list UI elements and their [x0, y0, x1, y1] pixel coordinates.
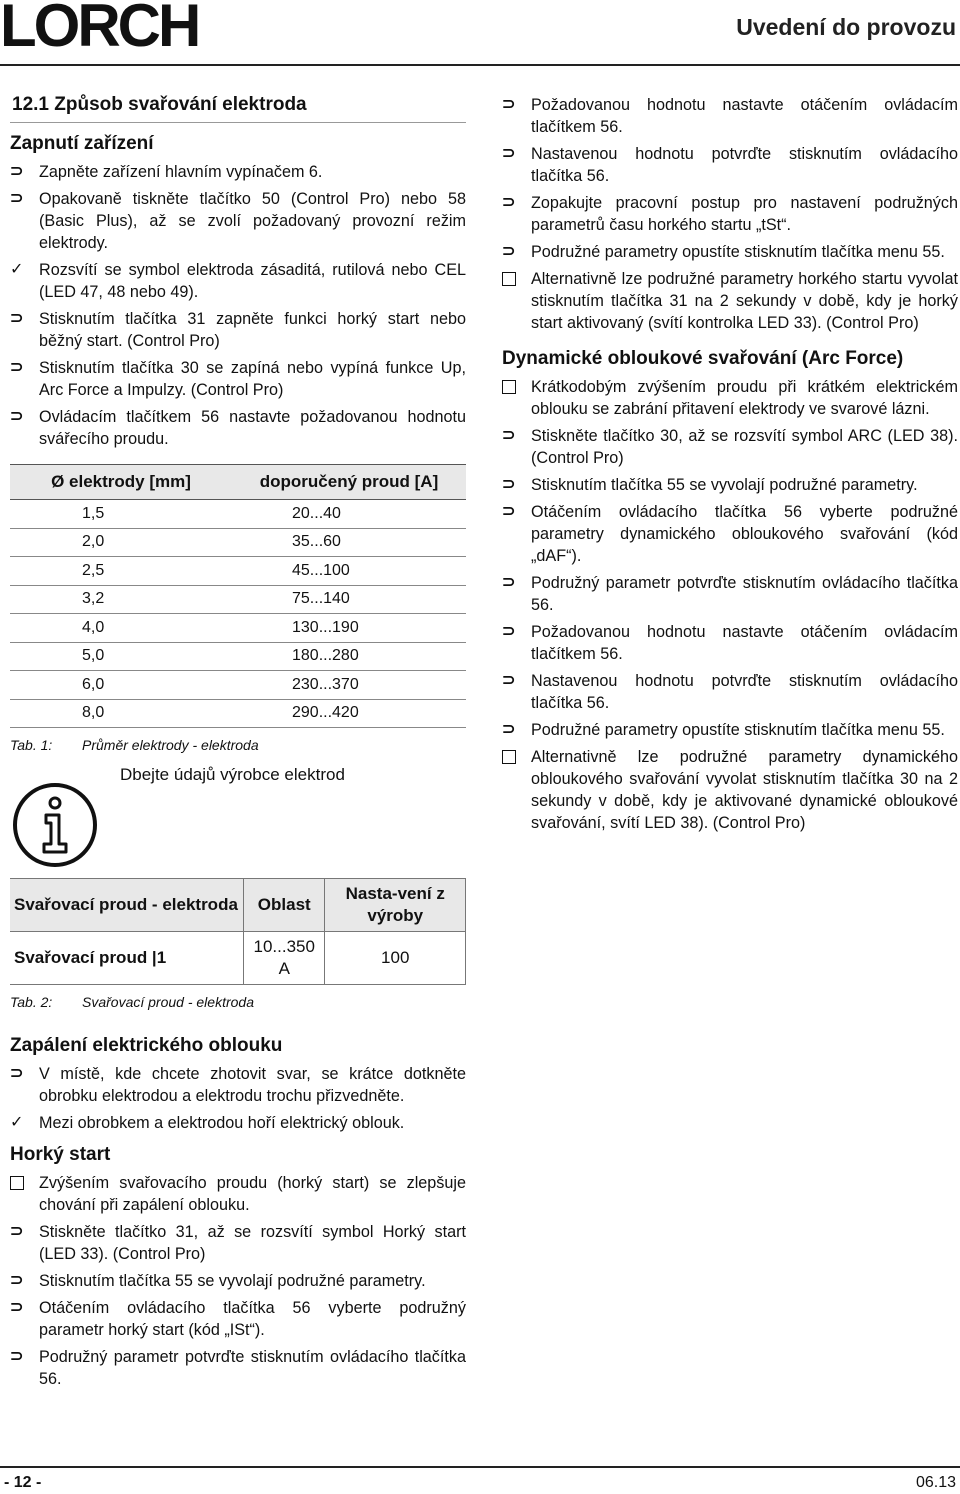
arrow-icon: ⊃: [502, 721, 516, 738]
list-item: [10, 308, 466, 352]
list-item-text: Nastavenou hodnotu potvrďte stisknutím ovládacího tlačítka 56.: [531, 145, 958, 185]
welding-current-table: [10, 878, 466, 985]
box-icon: [502, 376, 524, 401]
ignition-list: [10, 1063, 466, 1134]
page-header: [0, 0, 960, 64]
left-column: [10, 92, 466, 1395]
diameter-cell: 5,0: [10, 642, 232, 671]
table2-caption-text: Svařovací proud - elektroda: [82, 994, 254, 1010]
table1-caption-text: Průměr elektrody - elektroda: [82, 737, 259, 753]
arcforce-heading: Dynamické obloukové svařování (Arc Force): [502, 348, 904, 369]
arrow-icon: ⊃: [502, 503, 516, 520]
list-item: [502, 501, 958, 567]
table-row: [10, 614, 466, 643]
list-item: [502, 241, 958, 263]
list-item: [10, 1172, 466, 1216]
list-item-text: V místě, kde chcete zhotovit svar, se krátce dotkněte obrobku elektrodou a elektrodu trochu přizvedněte.: [39, 1065, 466, 1105]
list-item-text: Stiskněte tlačítko 30, až se rozsvítí symbol ARC (LED 38). (Control Pro): [531, 427, 958, 467]
list-item: [502, 621, 958, 665]
arrow-icon: ⊃: [10, 163, 24, 180]
list-item: [10, 1063, 466, 1107]
lorch-logo: LORCH: [0, 0, 199, 59]
list-item-text: Stisknutím tlačítka 31 zapněte funkci horký start nebo běžný start. (Control Pro): [39, 310, 466, 350]
list-item: [502, 425, 958, 469]
arrow-icon: ⊃: [502, 476, 516, 493]
table1-caption: [10, 734, 466, 756]
t2-header-default: Nasta-vení z výroby: [325, 879, 466, 932]
diameter-cell: 8,0: [10, 699, 232, 728]
box-icon: [10, 1172, 32, 1197]
current-cell: 45...100: [232, 557, 466, 586]
arrow-icon: ⊃: [502, 96, 516, 113]
arrow-icon: ⊃: [10, 1272, 24, 1289]
list-item-text: Podružné parametry opustíte stisknutím tlačítka menu 55.: [531, 721, 945, 739]
diameter-cell: 4,0: [10, 614, 232, 643]
list-item: [10, 1270, 466, 1292]
info-note: [10, 762, 466, 866]
arrow-icon: ⊃: [10, 1223, 24, 1240]
current-cell: 180...280: [232, 642, 466, 671]
hotstart-list: [10, 1172, 466, 1390]
info-icon: [12, 782, 98, 868]
list-item: [502, 268, 958, 334]
current-cell: 130...190: [232, 614, 466, 643]
list-item: [10, 1297, 466, 1341]
diameter-cell: 3,2: [10, 585, 232, 614]
chapter-title: Uvedení do provozu: [736, 14, 956, 40]
list-item: [502, 192, 958, 236]
table-row: [10, 671, 466, 700]
list-item-text: Stisknutím tlačítka 55 se vyvolají podružné parametry.: [39, 1272, 426, 1290]
list-item-text: Alternativně lze podružné parametry dynamického obloukového svařování vyvolat stisknutím tlačítka 30 na 2 sekundy v době, kdy je aktivované dynamické obloukové svařování, svítí LED 38). (Control Pro): [531, 748, 958, 832]
hotstart-heading: Horký start: [10, 1144, 111, 1165]
list-item: [502, 670, 958, 714]
diameter-cell: 2,0: [10, 528, 232, 557]
list-item-text: Zapněte zařízení hlavním vypínačem 6.: [39, 163, 323, 181]
ignition-heading: Zapálení elektrického oblouku: [10, 1035, 283, 1056]
current-cell: 35...60: [232, 528, 466, 557]
arrow-icon: ⊃: [10, 1348, 24, 1365]
list-item-text: Rozsvítí se symbol elektroda zásaditá, rutilová nebo CEL (LED 47, 48 nebo 49).: [39, 261, 466, 301]
list-item: [10, 406, 466, 450]
list-item-text: Krátkodobým zvýšením proudu při krátkém elektrickém oblouku se zabrání přitavení elektrody ve svarové lázni.: [531, 378, 958, 418]
arrow-icon: ⊃: [502, 145, 516, 162]
list-item-text: Opakovaně tiskněte tlačítko 50 (Control Pro) nebo 58 (Basic Plus), až se zvolí požadovaný provozní režim elektrody.: [39, 190, 466, 252]
electrode-current-table: [10, 464, 466, 728]
t2-cell-range: 10...350 A: [244, 932, 325, 985]
arcforce-list: [502, 376, 958, 834]
arrow-icon: ⊃: [10, 190, 24, 207]
list-item-text: Stisknutím tlačítka 55 se vyvolají podružné parametry.: [531, 476, 918, 494]
arrow-icon: ⊃: [502, 427, 516, 444]
table-row: [10, 528, 466, 557]
list-item-text: Ovládacím tlačítkem 56 nastavte požadovanou hodnotu svářecího proudu.: [39, 408, 466, 448]
right-column: [502, 94, 958, 839]
current-cell: 20...40: [232, 500, 466, 529]
note-text: Dbejte údajů výrobce elektrod: [120, 765, 345, 784]
list-item: [502, 572, 958, 616]
page-number: - 12 -: [4, 1474, 42, 1491]
list-item-text: Podružný parametr potvrďte stisknutím ovládacího tlačítka 56.: [531, 574, 958, 614]
box-icon: [502, 268, 524, 293]
arrow-icon: ⊃: [10, 408, 24, 425]
list-item-text: Otáčením ovládacího tlačítka 56 vyberte podružné parametry dynamického obloukového svařování (kód „dAF“).: [531, 503, 958, 565]
list-item: [502, 94, 958, 138]
list-item-text: Nastavenou hodnotu potvrďte stisknutím ovládacího tlačítka 56.: [531, 672, 958, 712]
t2-cell-param: Svařovací proud |1: [10, 932, 244, 985]
list-item-text: Zopakujte pracovní postup pro nastavení podružných parametrů času horkého startu „tSt“.: [531, 194, 958, 234]
footer-divider: [0, 1466, 960, 1468]
list-item-text: Požadovanou hodnotu nastavte otáčením ovládacím tlačítkem 56.: [531, 623, 958, 663]
table-header-current: doporučený proud [A]: [232, 465, 466, 500]
arrow-icon: ⊃: [10, 310, 24, 327]
table-row: [10, 585, 466, 614]
arrow-icon: ⊃: [502, 672, 516, 689]
table2-caption-number: Tab. 2:: [10, 994, 53, 1010]
list-item: [10, 357, 466, 401]
arrow-icon: ⊃: [502, 623, 516, 640]
list-item-text: Zvýšením svařovacího proudu (horký start) se zlepšuje chování při zapálení oblouku.: [39, 1174, 466, 1214]
list-item: [502, 143, 958, 187]
list-item-text: Stiskněte tlačítko 31, až se rozsvítí symbol Horký start (LED 33). (Control Pro): [39, 1223, 466, 1263]
diameter-cell: 2,5: [10, 557, 232, 586]
right-top-list: [502, 94, 958, 334]
list-item-text: Stisknutím tlačítka 30 se zapíná nebo vypíná funkce Up, Arc Force a Impulzy. (Control Pro): [39, 359, 466, 399]
t2-cell-default: 100: [325, 932, 466, 985]
current-cell: 230...370: [232, 671, 466, 700]
table2-caption: [10, 991, 466, 1013]
check-icon: ✓: [10, 261, 24, 278]
list-item: [10, 188, 466, 254]
list-item: [10, 161, 466, 183]
list-item-text: Podružný parametr potvrďte stisknutím ovládacího tlačítka 56.: [39, 1348, 466, 1388]
diameter-cell: 6,0: [10, 671, 232, 700]
arrow-icon: ⊃: [502, 243, 516, 260]
current-cell: 290...420: [232, 699, 466, 728]
arrow-icon: ⊃: [10, 1065, 24, 1082]
table-header-diameter: Ø elektrody [mm]: [10, 465, 232, 500]
section-title: 12.1 Způsob svařování elektroda: [10, 92, 466, 123]
list-item: [502, 746, 958, 834]
header-divider: [0, 64, 960, 66]
current-cell: 75...140: [232, 585, 466, 614]
list-item: [502, 719, 958, 741]
diameter-cell: 1,5: [10, 500, 232, 529]
t2-header-param: Svařovací proud - elektroda: [10, 879, 244, 932]
table1-caption-number: Tab. 1:: [10, 737, 53, 753]
list-item: [10, 1346, 466, 1390]
arrow-icon: ⊃: [502, 194, 516, 211]
list-item-text: Mezi obrobkem a elektrodou hoří elektrický oblouk.: [39, 1114, 405, 1132]
edition-date: 06.13: [915, 1474, 956, 1491]
power-on-list: [10, 161, 466, 450]
box-icon: [502, 746, 524, 771]
t2-header-range: Oblast: [244, 879, 325, 932]
list-item: [502, 474, 958, 496]
check-icon: ✓: [10, 1114, 24, 1131]
table-row: [10, 557, 466, 586]
list-item-text: Požadovanou hodnotu nastavte otáčením ovládacím tlačítkem 56.: [531, 96, 958, 136]
table-row: [10, 500, 466, 529]
table-row: [10, 699, 466, 728]
list-item: [10, 1221, 466, 1265]
list-item-text: Otáčením ovládacího tlačítka 56 vyberte podružný parametr horký start (kód „ISt“).: [39, 1299, 466, 1339]
list-item: [10, 1112, 466, 1134]
list-item: [502, 376, 958, 420]
arrow-icon: ⊃: [502, 574, 516, 591]
list-item: [10, 259, 466, 303]
power-on-heading: Zapnutí zařízení: [10, 133, 154, 154]
arrow-icon: ⊃: [10, 359, 24, 376]
table-row: [10, 642, 466, 671]
list-item-text: Alternativně lze podružné parametry horkého startu vyvolat stisknutím tlačítka 31 na 2 sekundy v době, kdy je horký start aktivovaný (svítí kontrolka LED 33). (Control Pro): [531, 270, 958, 332]
list-item-text: Podružné parametry opustíte stisknutím tlačítka menu 55.: [531, 243, 945, 261]
arrow-icon: ⊃: [10, 1299, 24, 1316]
